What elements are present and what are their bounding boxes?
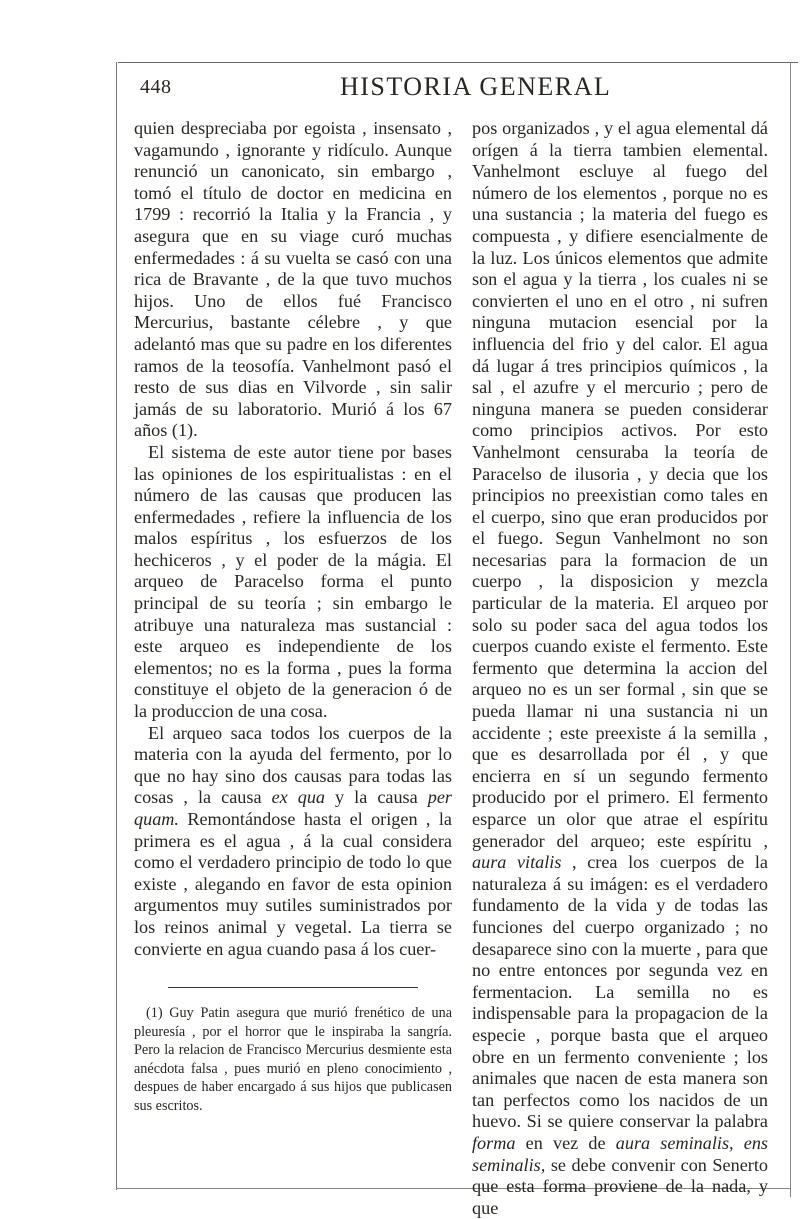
footnotes <box>134 1004 452 1116</box>
paragraph <box>472 118 768 1219</box>
italic-phrase: per quam. <box>134 787 452 829</box>
italic-phrase: ex qua <box>271 787 326 808</box>
left-column <box>134 118 452 960</box>
paragraph: El sistema de este autor tiene por bases las opiniones de los espiritualistas : en el número de las causas que producen las enfermedades , refiere la influencia de los malos espíritus , los esfuerzos de los hechiceros , y el poder de la mágia. El arqueo de Paracelso forma el punto principal de su teoría ; sin embargo le atribuye una naturaleza mas sustancial : este arqueo es independiente de los elementos; no es la forma , pues la forma constituye el objeto de la generacion ó de la produccion de una cosa. <box>134 441 452 722</box>
paragraph: quien despreciaba por egoista , insensato , vagamundo , ignorante y ridículo. Aunque renunció un canonicato, sin embargo , tomó el título de doctor en medicina en 1799 : recorrió la Italia y la Francia , y asegura que en su viage curó muchas enfermedades : á su vuelta se casó con una rica de Bravante , de la que tuvo muchos hijos. Uno de ellos fué Francisco Mercurius, bastante célebre , y que adelantó mas que su padre en los diferentes ramos de la teosofía. Vanhelmont pasó el resto de sus dias en Vilvorde , sin salir jamás de su laboratorio. Murió á los 67 años (1). <box>134 118 452 441</box>
frame-rule-left <box>116 62 117 1190</box>
text-run: y la causa <box>325 787 428 808</box>
text-run: en vez de <box>515 1132 616 1153</box>
text-run: , crea los cuerpos de la naturaleza á su imágen: es el verdadero fundamento de la vida y de todas las funciones del cuerpo organizado ; no desaparece sino con la muerte , para que no entre entonces por segunda vez en fermentacion. La semilla no es indispensable para la propagacion de la especie , porque basta que el arqueo obre en un fermento conveniente ; los animales que nacen de esta manera son tan perfectos como los nacidos de un huevo. Si se quiere conservar la palabra <box>472 852 768 1132</box>
text-run: El arqueo saca todos los cuerpos de la materia con la ayuda del fermento, por lo que no hay sino dos causas para todas las cosas , la causa <box>134 722 452 808</box>
right-column <box>472 118 768 1219</box>
page-number: 448 <box>140 76 172 98</box>
italic-phrase: forma <box>472 1132 516 1153</box>
text-run: se debe convenir con Senerto que esta forma proviene de la nada, y que <box>472 1154 768 1218</box>
paragraph <box>134 723 452 961</box>
italic-phrase: aura seminalis, ens seminalis, <box>472 1132 768 1175</box>
text-run: pos organizados , y el agua elemental dá orígen á la tierra tambien elemental. Vanhelmont escluye al fuego del número de los elementos , porque no es una sustancia ; la materia del fuego es compuesta , y difiere esencialmente de la luz. Los únicos elementos que admite son el agua y la tierra , los cuales ni se convierten el uno en el otro , ni sufren ninguna mutacion esencial por la influencia del frio y del calor. El agua dá lugar á tres principios químicos , la sal , el azufre y el mercurio ; pero de ninguna manera se pueden considerar como principios activos. Por esto Vanhelmont censuraba la teoría de Paracelso de ilusoria , y decia que los principios no preexistian como tales en el cuerpo, sino que eran producidos por el fuego. Segun Vanhelmont no son necesarias para la formacion de un cuerpo , la disposicion y mezcla particular de la materia. El arqueo por solo su poder saca del agua todos los cuerpos cuando existe el fermento. Este fermento que determina la accion del arqueo no es un ser formal , sin que se pueda llamar ni una sustancia ni un accidente ; este preexiste á la semilla , que es desarrollada por él , y que encierra en sí un segundo fermento producido por el primero. El fermento esparce un olor que atrae el espíritu generador del arqueo; este espíritu , <box>472 118 768 851</box>
italic-phrase: aura vitalis <box>472 852 562 873</box>
frame-rule-top <box>118 62 798 63</box>
footnote-separator <box>168 987 418 988</box>
text-run: Remontándose hasta el origen , la primera es el agua , á la cual considera como el verdadero principio de todo lo que existe , alegando en favor de esta opinion argumentos muy sutiles suministrados por los reinos animal y vegetal. La tierra se convierte en agua cuando pasa á los cuer- <box>134 809 452 959</box>
running-title: HISTORIA GENERAL <box>340 72 612 101</box>
frame-rule-right <box>790 62 791 1197</box>
footnote: (1) Guy Patin asegura que murió frenético de una pleuresía , por el horror que le inspiraba la sangría. Pero la relacion de Francisco Mercurius desmiente esta anécdota falsa , pues murió en pleno conocimiento , despues de haber encargado á sus hijos que publicasen sus escritos. <box>134 1005 452 1114</box>
